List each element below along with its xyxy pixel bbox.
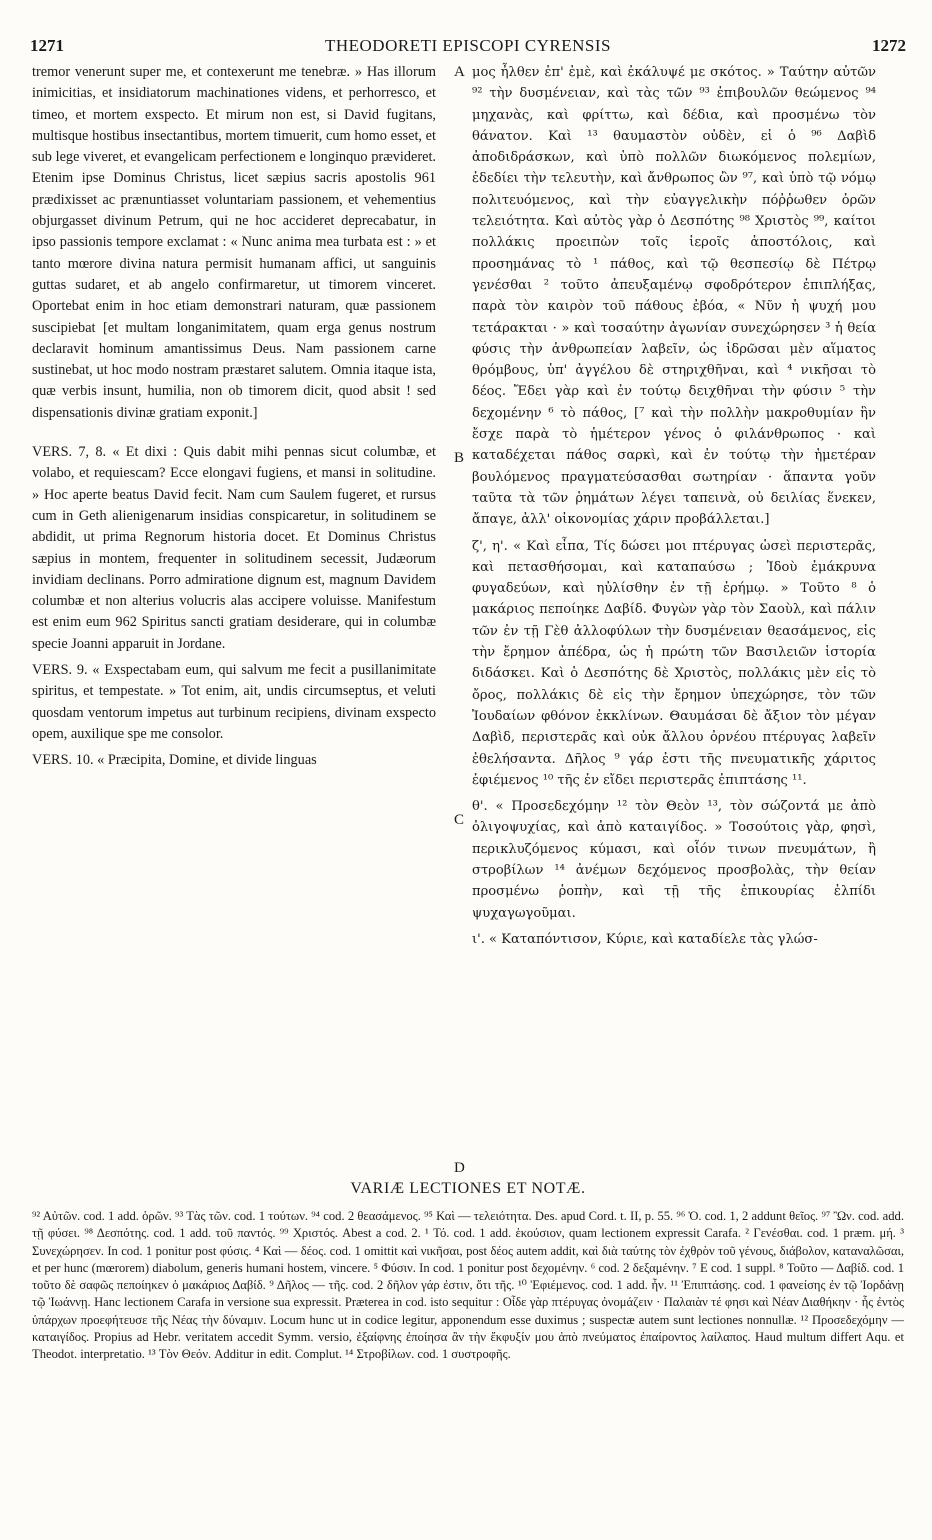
margin-letter-b: B <box>454 450 465 466</box>
margin-letter-d: D <box>454 1160 465 1176</box>
page <box>30 30 906 1526</box>
page-number-right: 1272 <box>872 36 906 55</box>
latin-paragraph: VERS. 9. « Exspectabam eum, qui salvum me fecit a pusillanimitate spiritus, et tempestate. » Tot enim, ait, undis circumseptus, et veluti quosdam ventorum impetus aut turbinum recipiens, divinam exspecto opem, auxilique spe me consolor. <box>32 662 436 742</box>
latin-paragraph: tremor venerunt super me, et contexerunt me tenebræ. » Has illorum inimicitias, et insidiatorum machinationes videns, et perhorresco, et timeo, et mortem exspecto. Et mirum non est, si David fugitans, multisque hostibus insectantibus, mortem timuerit, cum homo esset, et sub lege viveret, et evangelicam perfectionem e longinquo prævideret. Etenim ipse Dominus Christus, licet sæpius sacris apostolis 961 prædixisset ac prænuntiasset voluntariam passionem, et vehementius objurgasset divinum Petrum, qui ne hoc accideret deprecabatur, in ipso passionis tempore exclamat : « Nunc anima mea turbata est : » et tanto mœrore divina natura permisit humanam affici, ut sanguinis guttas sudaret, et ab angelo confirmaretur, ut timorem vinceret. Oportebat enim in hoc etiam demonstrari naturam, quæ passionem suscipiebat [et multam longanimitatem, quam erga genus nostrum declaravit hominum amantissimus Deus. Nam passionem carne sustinebat, ut hoc modo nostram præstaret salutem. Omnia itaque ista, quæ verbis insunt, humilia, non ob timorem dicit, quod absit ! sed dispensationis divinæ gratiam exponit.] <box>32 64 436 421</box>
greek-paragraph: μος ἦλθεν ἐπ' ἐμὲ, καὶ ἐκάλυψέ με σκότος. » Ταύτην αὐτῶν ⁹² τὴν δυσμένειαν, καὶ τὰς τῶν ⁹³ ἐπιβουλῶν θεώμενος ⁹⁴ μηχανὰς, καὶ φρίττω, καὶ δέδια, καὶ προσμένω τὸν θάνατον. Καὶ ¹³ θαυμαστὸν οὐδὲν, εἰ ὁ ⁹⁶ Δαβὶδ ἀποδιδράσκων, καὶ ὑπὸ πολλῶν διωκόμενος πολεμίων, ἐδεδίει τὴν τελευτὴν, καὶ ἄνθρωπος ὢν ⁹⁷, καὶ ὑπὸ τῷ νόμῳ πολιτευόμενος, καὶ τὴν εὐαγγελικὴν πόῤῥωθεν ὁρῶν τελειότητα. Καὶ αὐτὸς γὰρ ὁ Δεσπότης ⁹⁸ Χριστὸς ⁹⁹, καίτοι πολλάκις προειπὼν τοῖς ἱεροῖς ἀποστόλοις, καὶ προσημάνας τὸ ¹ πάθος, καὶ τῷ θεσπεσίῳ δὲ Πέτρῳ γενέσθαι ² τοῦτο ἀπευξαμένῳ σφοδρότερον ἐπιπλήξας, παρὰ τὸν καιρὸν τοῦ πάθους ἐβόα, « Νῦν ἡ ψυχή μου τετάρακται · » καὶ τοσαύτην ἀγωνίαν συνεχώρησεν ³ ἡ θεία φύσις τὴν ἀνθρωπείαν λαβεῖν, ὡς ἱδρῶσαι μὲν αἵματος θρόμβους, ὑπ' ἀγγέλου δὲ στηριχθῆναι, καὶ ⁴ νικῆσαι τὸ δέος. Ἔδει γὰρ καὶ ἐν τούτῳ δειχθῆναι τὴν φύσιν ⁵ τὴν δεχομένην ⁶ τὸ πάθος, [⁷ καὶ τὴν πολλὴν μακροθυμίαν ἣν ἔσχε παρὰ τὸ ἡμέτερον γένος ὁ φιλάνθρωπος · καὶ καταδέχεται πάθος σαρκὶ, καὶ ἐν τούτῳ τὴν ἡμετέραν βουλόμενος πραγματεύσασθαι σωτηρίαν · ἅπαντα γοῦν ταῦτα τὰ τῶν ῥημάτων λέγει ταπεινὰ, οὐ δειλίας ἕνεκεν, ἄπαγε, ἀλλ' οἰκονομίας χάριν προβάλλεται.] <box>472 65 876 528</box>
greek-paragraph: ι'. « Καταπόντισον, Κύριε, καὶ καταδίελε τὰς γλώσ- <box>472 931 818 947</box>
greek-paragraph: ζ', η'. « Καὶ εἶπα, Τίς δώσει μοι πτέρυγας ὡσεὶ περιστερᾶς, καὶ πετασθήσομαι, καὶ καταπαύσω ; Ἰδοὺ ἐμάκρυνα φυγαδεύων, καὶ ηὐλίσθην ἐν τῇ ἐρήμῳ. » Τοῦτο ⁸ ὁ μακάριος πεποίηκε Δαβίδ. Φυγὼν γὰρ τὸν Σαοὺλ, καὶ πάλιν τῶν ἐν τῇ Γὲθ ἀλλοφύλων τὴν δυσμένειαν θεασάμενος, εἰς τὴν ἔρημον ἀπέδρα, ὡς ἡ πρώτη τῶν Βασιλειῶν ἱστορία διδάσκει. Καὶ ὁ Δεσπότης δὲ Χριστὸς, πολλάκις μὲν εἰς τὸ ὄρος, πολλάκις δὲ εἰς τὴν ἔρημον ὑπεχώρησε, τὸν τῶν Ἰουδαίων φθόνον ἐκκλίνων. Θαυμάσαι δὲ ἄξιον τὸν μέγαν Δαβὶδ, περιστερᾶς καὶ οὐκ ἄλλου ὀρνέου πτέρυγας λαβεῖν ἐθελήσαντα. Δῆλος ⁹ γάρ ἐστι τῆς πνευματικῆς χάριτος ἐφιέμενος ¹⁰ τῆς ἐν εἴδει περιστερᾶς ἐπιπτάσης ¹¹. <box>472 538 876 788</box>
notes-title: VARIÆ LECTIONES ET NOTÆ. <box>350 1180 586 1197</box>
running-title: THEODORETI EPISCOPI CYRENSIS <box>324 36 612 55</box>
greek-paragraph: θ'. « Προσεδεχόμην ¹² τὸν Θεὸν ¹³, τὸν σώζοντά με ἀπὸ ὀλιγοψυχίας, καὶ ἀπὸ καταιγίδος. » Τοσούτοις γὰρ, φησὶ, περικλυζόμενος κύμασι, καὶ οἷόν τινων πνευμάτων, ἢ στροβίλων ¹⁴ ἀνέμων δεχόμενος προσβολὰς, τὴν θείαν προσμένω ῥοπὴν, καὶ τῇ τῆς ἐπικουρίας ἐλπίδι ψυχαγωγοῦμαι. <box>472 799 876 921</box>
page-number-left: 1271 <box>30 36 64 55</box>
latin-paragraph: VERS. 7, 8. « Et dixi : Quis dabit mihi pennas sicut columbæ, et volabo, et requiescam? Ecce elongavi fugiens, et mansi in solitudine. » Hoc aperte beatus David fecit. Nam cum Saulem fugeret, et rursus cum in Geth alienigenarum insidias conspicaretur, in solitudinem se abdidit, ut prima Regnorum historia docet. Et Dominus Christus sæpius in montem, frequenter in solitudinem secessit, Judæorum invidiam declinans. Porro admiratione dignum est, magnum Davidem columbæ et non alterius volucris alas accipere voluisse. Manifestum est enim eum 962 Spiritus sancti gratiam desiderare, qui in columbæ specie Joanni apparuit in Jordane. <box>32 444 436 652</box>
margin-letter-a: A <box>454 64 465 80</box>
two-column-body <box>30 62 906 1182</box>
running-header <box>30 30 906 62</box>
greek-column <box>472 62 876 955</box>
latin-paragraph: VERS. 10. « Præcipita, Domine, et divide linguas <box>32 752 317 769</box>
margin-letter-c: C <box>454 812 465 828</box>
variant-readings-notes: ⁹² Αὐτῶν. cod. 1 add. ὁρῶν. ⁹³ Τὰς τῶν. cod. 1 τούτων. ⁹⁴ cod. 2 θεασάμενος. ⁹⁵ Καὶ — τελειότητα. Des. apud Cord. t. II, p. 55. ⁹⁶ Ὁ. cod. 1, 2 addunt θεῖος. ⁹⁷ Ὢν. cod. add. τῇ φύσει. ⁹⁸ Δεσπότης. cod. 1 add. τοῦ παντός. ⁹⁹ Χριστός. Abest a cod. 2. ¹ Τό. cod. 1 add. ἑκούσιον, quam lectionem expressit Carafa. ² Γενέσθαι. cod. 1 præm. μή. ³ Συνεχώρησεν. In cod. 1 ponitur post φύσις. ⁴ Καὶ — δέος. cod. 1 omittit καὶ νικῆσαι, post δέος autem addit, καὶ διὰ ταύτης τὸν ἐχθρὸν τοῦ γένους, διάβολον, καταναλῶσαι, et per hunc (mœrorem) diabolum, generis humani hostem, vincere. ⁵ Φύσιν. In cod. 1 ponitur post δεχομένην. ⁶ cod. 2 δεξαμένην. ⁷ E cod. 1 suppl. ⁸ Τοῦτο — Δαβίδ. cod. 1 τοῦτο δὲ σαφῶς πεποίηκεν ὁ μακάριος Δαβίδ. ⁹ Δῆλος — τῆς. cod. 2 δῆλον γάρ ἐστιν, ὅτι τῆς. ¹⁰ Ἐφιέμενος. cod. 1 add. ἦν. ¹¹ Ἐπιπτάσης. cod. 1 φανείσης ἐν τῷ Ἰορδάνῃ τῷ Ἰωάννῃ. Hanc lectionem Carafa in versione sua expressit. Præterea in cod. isto sequitur : Οἶδε γὰρ πτέρυγας ὀνομάζειν · Παλαιὰν τέ φησι καὶ Νέαν Διαθήκην · ἧς ἐντὸς ὑπάρχων προεφήτευσε τῆς Νέας τὴν δύναμιν. Locum hunc ut in codice legitur, apponendum esse duximus ; suspectæ autem sunt lectiones nonnullæ. ¹² Προσεδεχόμην — καταιγίδος. Propius ad Hebr. veritatem accedit Symm. versio, ἐξαίφνης ἐποίησα ἂν τὴν ἔκφυξίν μου ἀπὸ πνεύματος ἐπαίροντος λαίλαπος. Haud multum differt Aqu. et Theodot. interpretatio. ¹³ Τὸν Θεόν. Additur in edit. Complut. ¹⁴ Στροβίλων. cod. 1 συστροφῆς. <box>32 1209 904 1362</box>
latin-column <box>32 62 436 777</box>
